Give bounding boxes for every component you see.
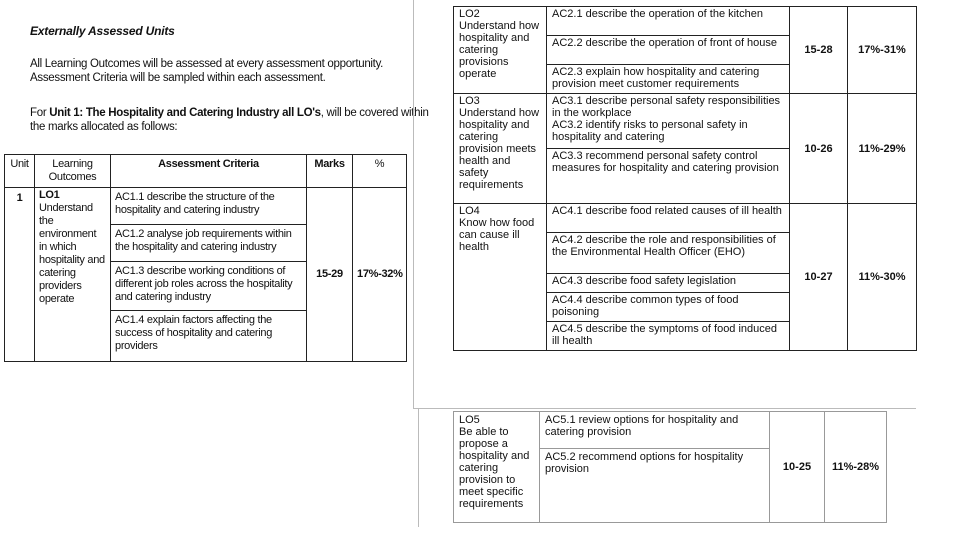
lo-code: LO3: [459, 95, 480, 107]
table-row: [454, 204, 917, 233]
table-row: [454, 7, 917, 36]
criteria-cell: AC4.4 describe common types of food poisoning: [547, 293, 790, 322]
criteria-cell: AC2.2 describe the operation of front of house: [547, 36, 790, 65]
unit-number: 1: [5, 188, 35, 362]
intro-paragraph: [30, 57, 383, 85]
lo-text: Understand the environment in which hospitality and catering providers operate: [39, 202, 105, 305]
header-learning-outcomes: [35, 155, 111, 188]
percent-cell: 17%-31%: [848, 7, 917, 94]
header-marks: Marks: [307, 155, 353, 188]
lo-cell: [454, 7, 547, 94]
criteria-cell: AC5.2 recommend options for hospitality provision: [540, 448, 770, 522]
unit-para-prefix: For: [30, 107, 50, 119]
intro-line-1: All Learning Outcomes will be assessed at every assessment opportunity.: [30, 58, 384, 70]
percent-cell: 17%-32%: [353, 188, 407, 362]
criteria-cell: AC2.3 explain how hospitality and catering provision meet customer requirements: [547, 65, 790, 94]
unit-para-suffix: , will be covered within: [320, 107, 429, 119]
percent-cell: 11%-30%: [848, 204, 917, 351]
criteria-cell: AC4.3 describe food safety legislation: [547, 274, 790, 293]
unit-para-bold: Unit 1: The Hospitality and Catering Industry all LO's: [49, 107, 321, 119]
criteria-cell: AC1.3 describe working conditions of different job roles across the hospitality and catering industry: [111, 262, 307, 311]
doc-heading: Externally Assessed Units: [30, 24, 175, 38]
criteria-cell: AC3.3 recommend personal safety control measures for hospitality and catering provision: [547, 149, 790, 204]
criteria-cell: AC4.5 describe the symptoms of food induced ill health: [547, 322, 790, 351]
unit-para-line-2: the marks allocated as follows:: [30, 121, 178, 133]
intro-line-2: Assessment Criteria will be sampled within each assessment.: [30, 72, 326, 84]
header-assessment-criteria: Assessment Criteria: [111, 155, 307, 188]
lo-code: LO4: [459, 205, 480, 217]
table-row: [454, 94, 917, 149]
criteria-cell: AC2.1 describe the operation of the kitchen: [547, 7, 790, 36]
lo2-lo4-table: [453, 6, 917, 351]
lo-cell: [454, 94, 547, 204]
table-row: [454, 412, 887, 449]
percent-cell: 11%-29%: [848, 94, 917, 204]
criteria-cell: AC1.4 explain factors affecting the success of hospitality and catering providers: [111, 311, 307, 362]
lo-text: Be able to propose a hospitality and catering provision to meet specific requirements: [459, 426, 530, 510]
marks-cell: 10-26: [790, 94, 848, 204]
header-lo-line-1: Learning: [52, 158, 93, 170]
marks-cell: 15-28: [790, 7, 848, 94]
criteria-cell: AC1.2 analyse job requirements within the hospitality and catering industry: [111, 225, 307, 262]
lo-code: LO5: [459, 414, 480, 426]
percent-cell: 11%-28%: [825, 412, 887, 523]
lo-code: LO1: [39, 189, 60, 201]
lo-cell: [454, 204, 547, 351]
criteria-line: AC3.1 describe personal safety responsibilities in the workplace: [552, 95, 781, 119]
lo-cell: [454, 412, 540, 523]
unit1-header-row: [5, 155, 407, 188]
unit-paragraph: [30, 106, 429, 134]
header-unit: Unit: [5, 155, 35, 188]
criteria-line: AC3.2 identify risks to personal safety in hospitality and catering: [552, 119, 748, 143]
lo-text: Understand how hospitality and catering provision meets health and safety requirements: [459, 107, 540, 191]
lo-text: Know how food can cause ill health: [459, 217, 535, 253]
criteria-cell: AC4.1 describe food related causes of ill health: [547, 204, 790, 233]
lo-code: LO2: [459, 8, 480, 20]
marks-cell: 10-25: [770, 412, 825, 523]
marks-cell: 15-29: [307, 188, 353, 362]
lo5-table: [453, 411, 887, 523]
marks-cell: 10-27: [790, 204, 848, 351]
header-lo-line-2: Outcomes: [48, 171, 97, 183]
criteria-cell: AC4.2 describe the role and responsibilities of the Environmental Health Officer (EHO): [547, 233, 790, 274]
header-percent: %: [353, 155, 407, 188]
criteria-cell: [547, 94, 790, 149]
lo-cell: [35, 188, 111, 362]
table-row: [5, 188, 407, 225]
unit1-table: [4, 154, 407, 362]
criteria-cell: AC5.1 review options for hospitality and catering provision: [540, 412, 770, 449]
lo-text: Understand how hospitality and catering provisions operate: [459, 20, 540, 80]
criteria-cell: AC1.1 describe the structure of the hospitality and catering industry: [111, 188, 307, 225]
